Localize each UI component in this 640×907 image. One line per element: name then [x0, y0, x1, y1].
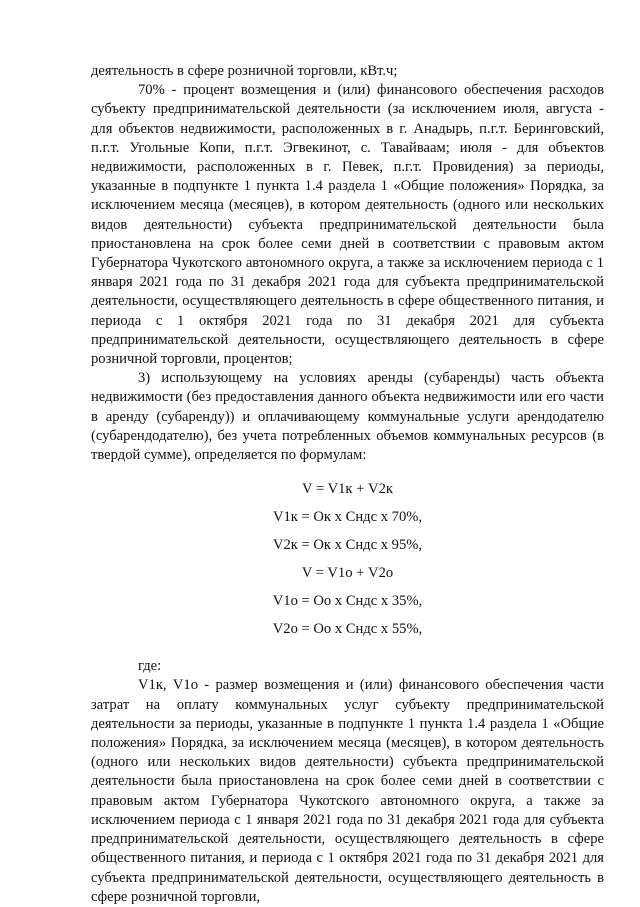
where-label: где: [138, 658, 162, 675]
formula-v-o: V = V1о + V2о [301, 565, 394, 582]
paragraph-item-3: 3) использующему на условиях аренды (субаренды) часть объекта недвижимости (без предоставления данного объекта недвижимости или его части в аренду (субаренду)) и оплачивающему коммунальные услуги арендодателю (субарендодателю), без учета потребленных объемов коммунальных ресурсов (в твердой сумме), определяется по формулам: [91, 370, 604, 464]
formula-v1o: V1о = Оо x Cндс x 35%, [272, 593, 423, 610]
formula-v2k: V2к = Ок x Cндс x 95%, [272, 537, 423, 554]
formula-v-k: V = V1к + V2к [302, 481, 393, 498]
formula-v1k: V1к = Ок x Cндс x 70%, [272, 509, 423, 526]
paragraph-continuation: деятельность в сфере розничной торговли, кВт.ч; [91, 63, 398, 79]
formula-v2o: V2о = Оо x Cндс x 55%, [272, 621, 423, 638]
paragraph-v1-definition: V1к, V1о - размер возмещения и (или) финансового обеспечения части затрат на оплату коммунальных услуг субъекту предпринимательской деятельности за периоды, указанные в подпункте 1 пункта 1.4 раздела 1 «Общие положения» Порядка, за исключением месяца (месяцев), в котором деятельность (одного или нескольких видов деятельности) субъекта предпринимательской деятельности была приостановлена на срок более семи дней в соответствии с правовым актом Губернатора Чукотского автономного округа, а также за исключением периода с 1 января 2021 года по 31 декабря 2021 года для субъекта предпринимательской деятельности, осуществляющего деятельность в сфере общественного питания, и периода с 1 октября 2021 года по 31 декабря 2021 для субъекта предпринимательской деятельности, осуществляющего деятельность в сфере розничной торговли, [91, 677, 604, 905]
paragraph-percent-definition: 70% - процент возмещения и (или) финансового обеспечения расходов субъекту предпринимательской деятельности (за исключением июля, августа - для объектов недвижимости, расположенных в г. Анадырь, п.г.т. Беринговский, п.г.т. Угольные Копи, п.г.т. Эгвекинот, с. Тавайваам; июля - для объектов недвижимости, расположенных в г. Певек, п.г.т. Провидения) за периоды, указанные в подпункте 1 пункта 1.4 раздела 1 «Общие положения» Порядка, за исключением месяца (месяцев), в котором деятельность (одного или нескольких видов деятельности) субъекта предпринимательской деятельности была приостановлена на срок более семи дней в соответствии с правовым актом Губернатора Чукотского автономного округа, а также за исключением периода с 1 января 2021 года по 31 декабря 2021 года для субъекта предпринимательской деятельности, осуществляющего деятельность в сфере общественного питания, и периода с 1 октября 2021 года по 31 декабря 2021 для субъекта предпринимательской деятельности, осуществляющего деятельность в сфере розничной торговли, процентов; [91, 82, 604, 368]
formula-block [91, 475, 604, 643]
document-body [91, 62, 604, 907]
